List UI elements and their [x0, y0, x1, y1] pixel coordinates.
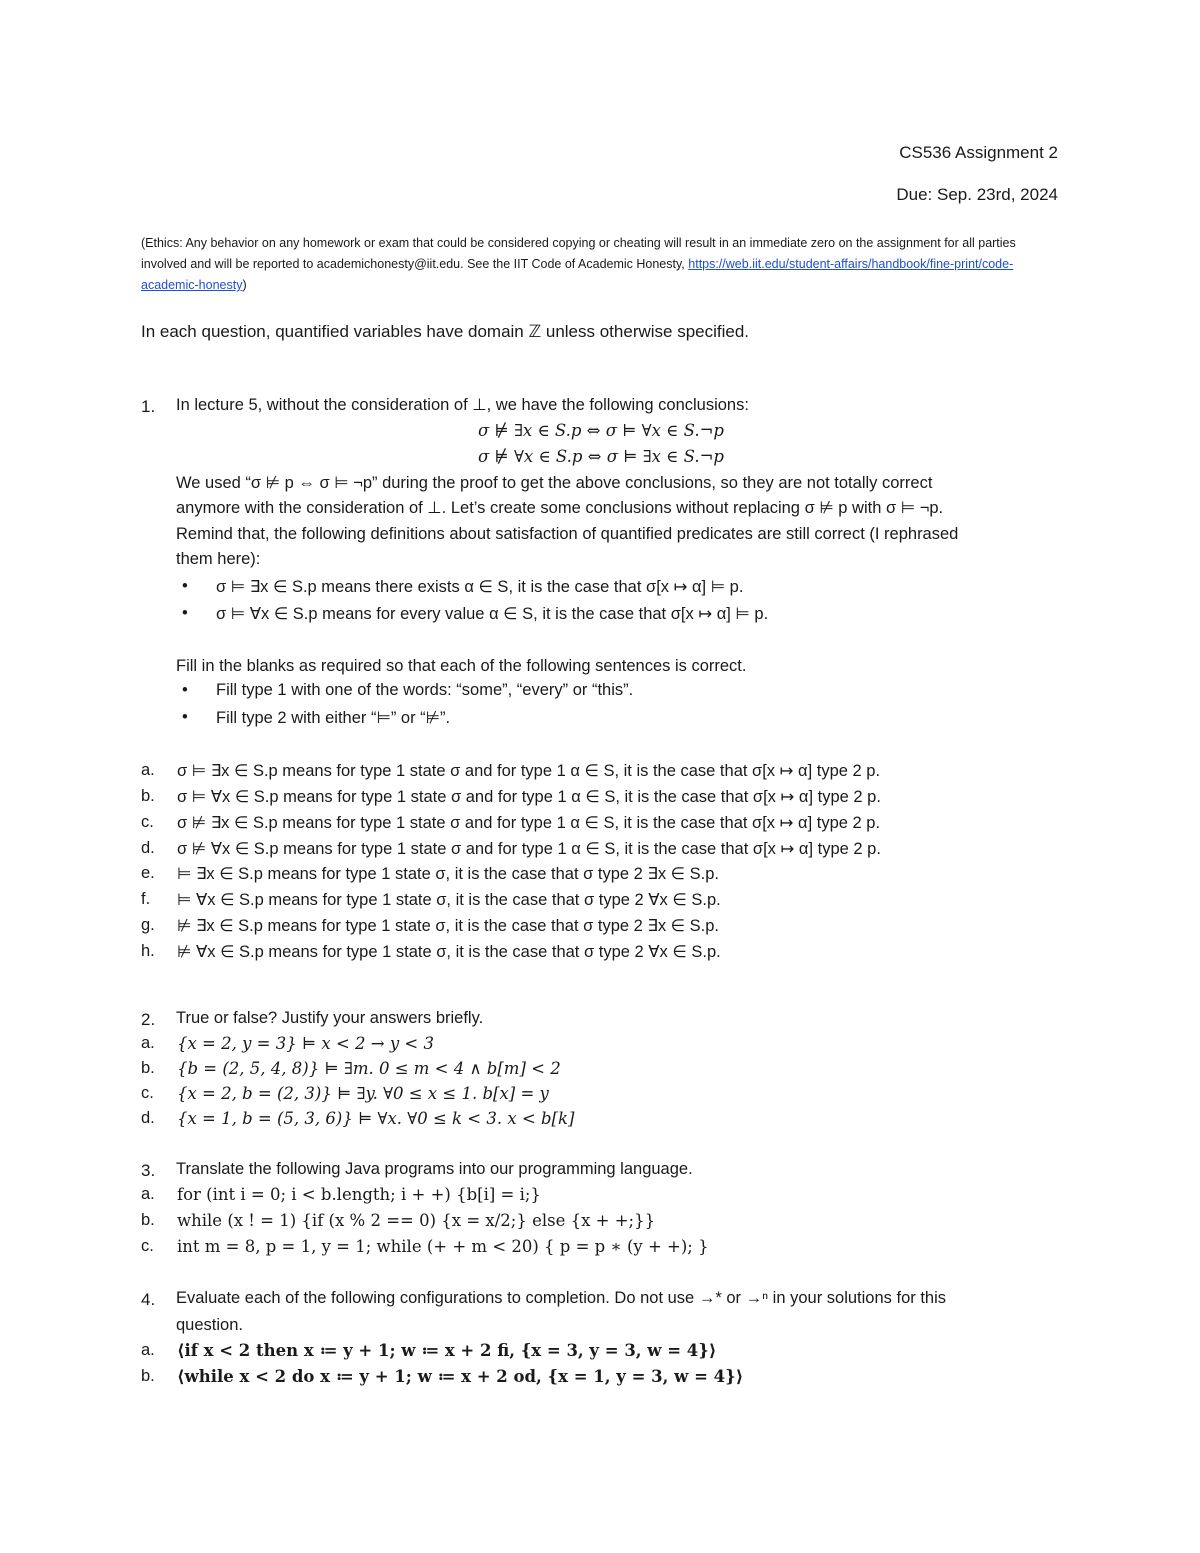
- fill-item: • Fill type 1 with one of the words: “some”, “every” or “this”.: [182, 681, 634, 699]
- intro-text: In each question, quantified variables have domain ℤ unless otherwise specified.: [141, 322, 750, 341]
- conclusion-eq-2: σ ⊭ ∀x ∈ S.p ⇔ σ ⊨ ∃x ∈ S.¬p: [478, 447, 724, 466]
- question-number: 1.: [141, 397, 156, 416]
- q1-para-line: Remind that, the following definitions about satisfaction of quantified predicates are still correct (I rephrased: [176, 525, 959, 543]
- q1-para-line: anymore with the consideration of ⊥. Let’s create some conclusions without replacing σ ⊭ p with σ ⊨ ¬p.: [176, 499, 944, 517]
- definition-item: • σ ⊨ ∃x ∈ S.p means there exists α ∈ S, it is the case that σ[x ↦ α] ⊨ p.: [182, 577, 744, 596]
- question-number: 4.: [141, 1290, 156, 1309]
- q1-intro: In lecture 5, without the consideration of ⊥, we have the following conclusions:: [176, 396, 749, 414]
- question-title: Evaluate each of the following configurations to completion. Do not use →* or →ⁿ in your solutions for this: [176, 1289, 947, 1307]
- conclusion-eq-1: σ ⊭ ∃x ∈ S.p ⇔ σ ⊨ ∀x ∈ S.¬p: [478, 421, 724, 440]
- question-title: Translate the following Java programs into our programming language.: [176, 1160, 693, 1178]
- bullet-icon: •: [182, 681, 188, 699]
- fill-instructions: Fill in the blanks as required so that each of the following sentences is correct.: [176, 657, 747, 675]
- question-number: 2.: [141, 1010, 156, 1029]
- bullet-icon: •: [182, 708, 188, 726]
- fill-item: • Fill type 2 with either “⊨” or “⊭”.: [182, 708, 451, 727]
- question-title: True or false? Justify your answers briefly.: [176, 1009, 484, 1027]
- q1-para-line: We used “σ ⊭ p ⇔ σ ⊨ ¬p” during the proof to get the above conclusions, so they are not totally correct: [176, 474, 933, 492]
- honesty-code-link[interactable]: https://web.iit.edu/student-affairs/handbook/fine-print/code-academic-honesty: [141, 257, 1014, 292]
- bullet-icon: •: [182, 604, 188, 622]
- ethics-notice: [141, 233, 1061, 296]
- document-page: CS536 Assignment 2 Due: Sep. 23rd, 2024 (Ethics: Any behavior on any homework or exam that could be considered copying or cheating will result in an immediate zero on the assignment for all parties involved and will be reported to academichonesty@iit.edu. See the IIT Code of Academic Honesty, https://web.iit.edu/student-affairs/handbook/fine-print/code-academic-honesty) In each question, quantified variables have domain ℤ unless otherwise specified. 1. In lecture 5, without the consideration of ⊥, we have the following conclusions: σ ⊭ ∃x ∈ S.p ⇔ σ ⊨ ∀x ∈ S.¬p σ ⊭ ∀x ∈ S.p ⇔ σ ⊨ ∃x ∈ S.¬p We used “σ ⊭ p ⇔ σ ⊨ ¬p” during the proof to get the above conclusions, so they are not totally correct anymore with the consideration of ⊥. Let’s create some conclusions without replacing σ ⊭ p with σ ⊨ ¬p. Remind that, the following definitions about satisfaction of quantified predicates are still correct (I rephrased them here): • σ ⊨ ∃x ∈ S.p means there exists α ∈ S, it is the case that σ[x ↦ α] ⊨ p. • σ ⊨ ∀x ∈ S.p means for every value α ∈ S, it is the case that σ[x ↦ α] ⊨ p. Fill in the blanks as required so that each of the following sentences is correct. • Fill type 1 with one of the words: “some”, “every” or “this”. • Fill type 2 with either “⊨” or “⊭”. a. σ ⊨ ∃x ∈ S.p means for type 1 state σ and for type 1 α ∈ S, it is the case that σ[x ↦ α] type 2 p. b. σ ⊨ ∀x ∈ S.p means for type 1 state σ and for type 1 α ∈ S, it is the case that σ[x ↦ α] type 2 p. c. σ ⊭ ∃x ∈ S.p means for type 1 state σ and for type 1 α ∈ S, it is the case that σ[x ↦ α] type 2 p. d. σ ⊭ ∀x ∈ S.p means for type 1 state σ and for type 1 α ∈ S, it is the case that σ[x ↦ α] type 2 p. e. ⊨ ∃x ∈ S.p means for type 1 state σ, it is the case that σ type 2 ∃x ∈ S.p. f. ⊨ ∀x ∈ S.p means for type 1 state σ, it is the case that σ type 2 ∀x ∈ S.p. g. ⊭ ∃x ∈ S.p means for type 1 state σ, it is the case that σ type 2 ∃x ∈ S.p. h. ⊭ ∀x ∈ S.p means for type 1 state σ, it is the case that σ type 2 ∀x ∈ S.p. 2. True or false? Justify your answers briefly. a. {x = 2, y = 3} ⊨ x < 2 → y < 3 b. {b = (2, 5, 4, 8)} ⊨ ∃m. 0 ≤ m < 4 ∧ b[m] < 2 c. {x = 2, b = (2, 3)} ⊨ ∃y. ∀0 ≤ x ≤ 1. b[x] = y d. {x = 1, b = (5, 3, 6)} ⊨ ∀x. ∀0 ≤ k < 3. x < b[k] 3. Translate the following Java programs into our programming language. a. for (int i = 0; i < b.length; i + +) {b[i] = i;} b. while (x ! = 1) {if (x % 2 == 0) {x = x/2;} else {x + +;}} c. int m = 8, p = 1, y = 1; while (+ + m < 20) { p = p ∗ (y + +); } 4. Evaluate each of the following configurations to completion. Do not use →* or →ⁿ in your solutions for this question. a. ⟨if x < 2 then x ≔ y + 1; w ≔ x + 2 fi, {x = 3, y = 3, w = 4}⟩ b. ⟨while x < 2 do x ≔ y + 1; w ≔ x + 2 od, {x = 1, y = 3, w = 4}⟩: [0, 0, 1200, 1553]
- question-number: 3.: [141, 1161, 156, 1180]
- bullet-icon: •: [182, 577, 188, 595]
- ethics-text: (Ethics: Any behavior on any homework or exam that could be considered copying or cheating will result in an immediate zero on the assignment for all parties involved and will be reported to academichonesty@iit.edu. See the IIT Code of Academic Honesty,: [141, 236, 1016, 271]
- course-title: CS536 Assignment 2: [899, 143, 1058, 162]
- due-date: Due: Sep. 23rd, 2024: [896, 185, 1058, 204]
- q1-para-line: them here):: [176, 550, 261, 568]
- question-title-cont: question.: [176, 1316, 243, 1334]
- ethics-close: ): [242, 278, 247, 292]
- definition-item: • σ ⊨ ∀x ∈ S.p means for every value α ∈ S, it is the case that σ[x ↦ α] ⊨ p.: [182, 604, 769, 623]
